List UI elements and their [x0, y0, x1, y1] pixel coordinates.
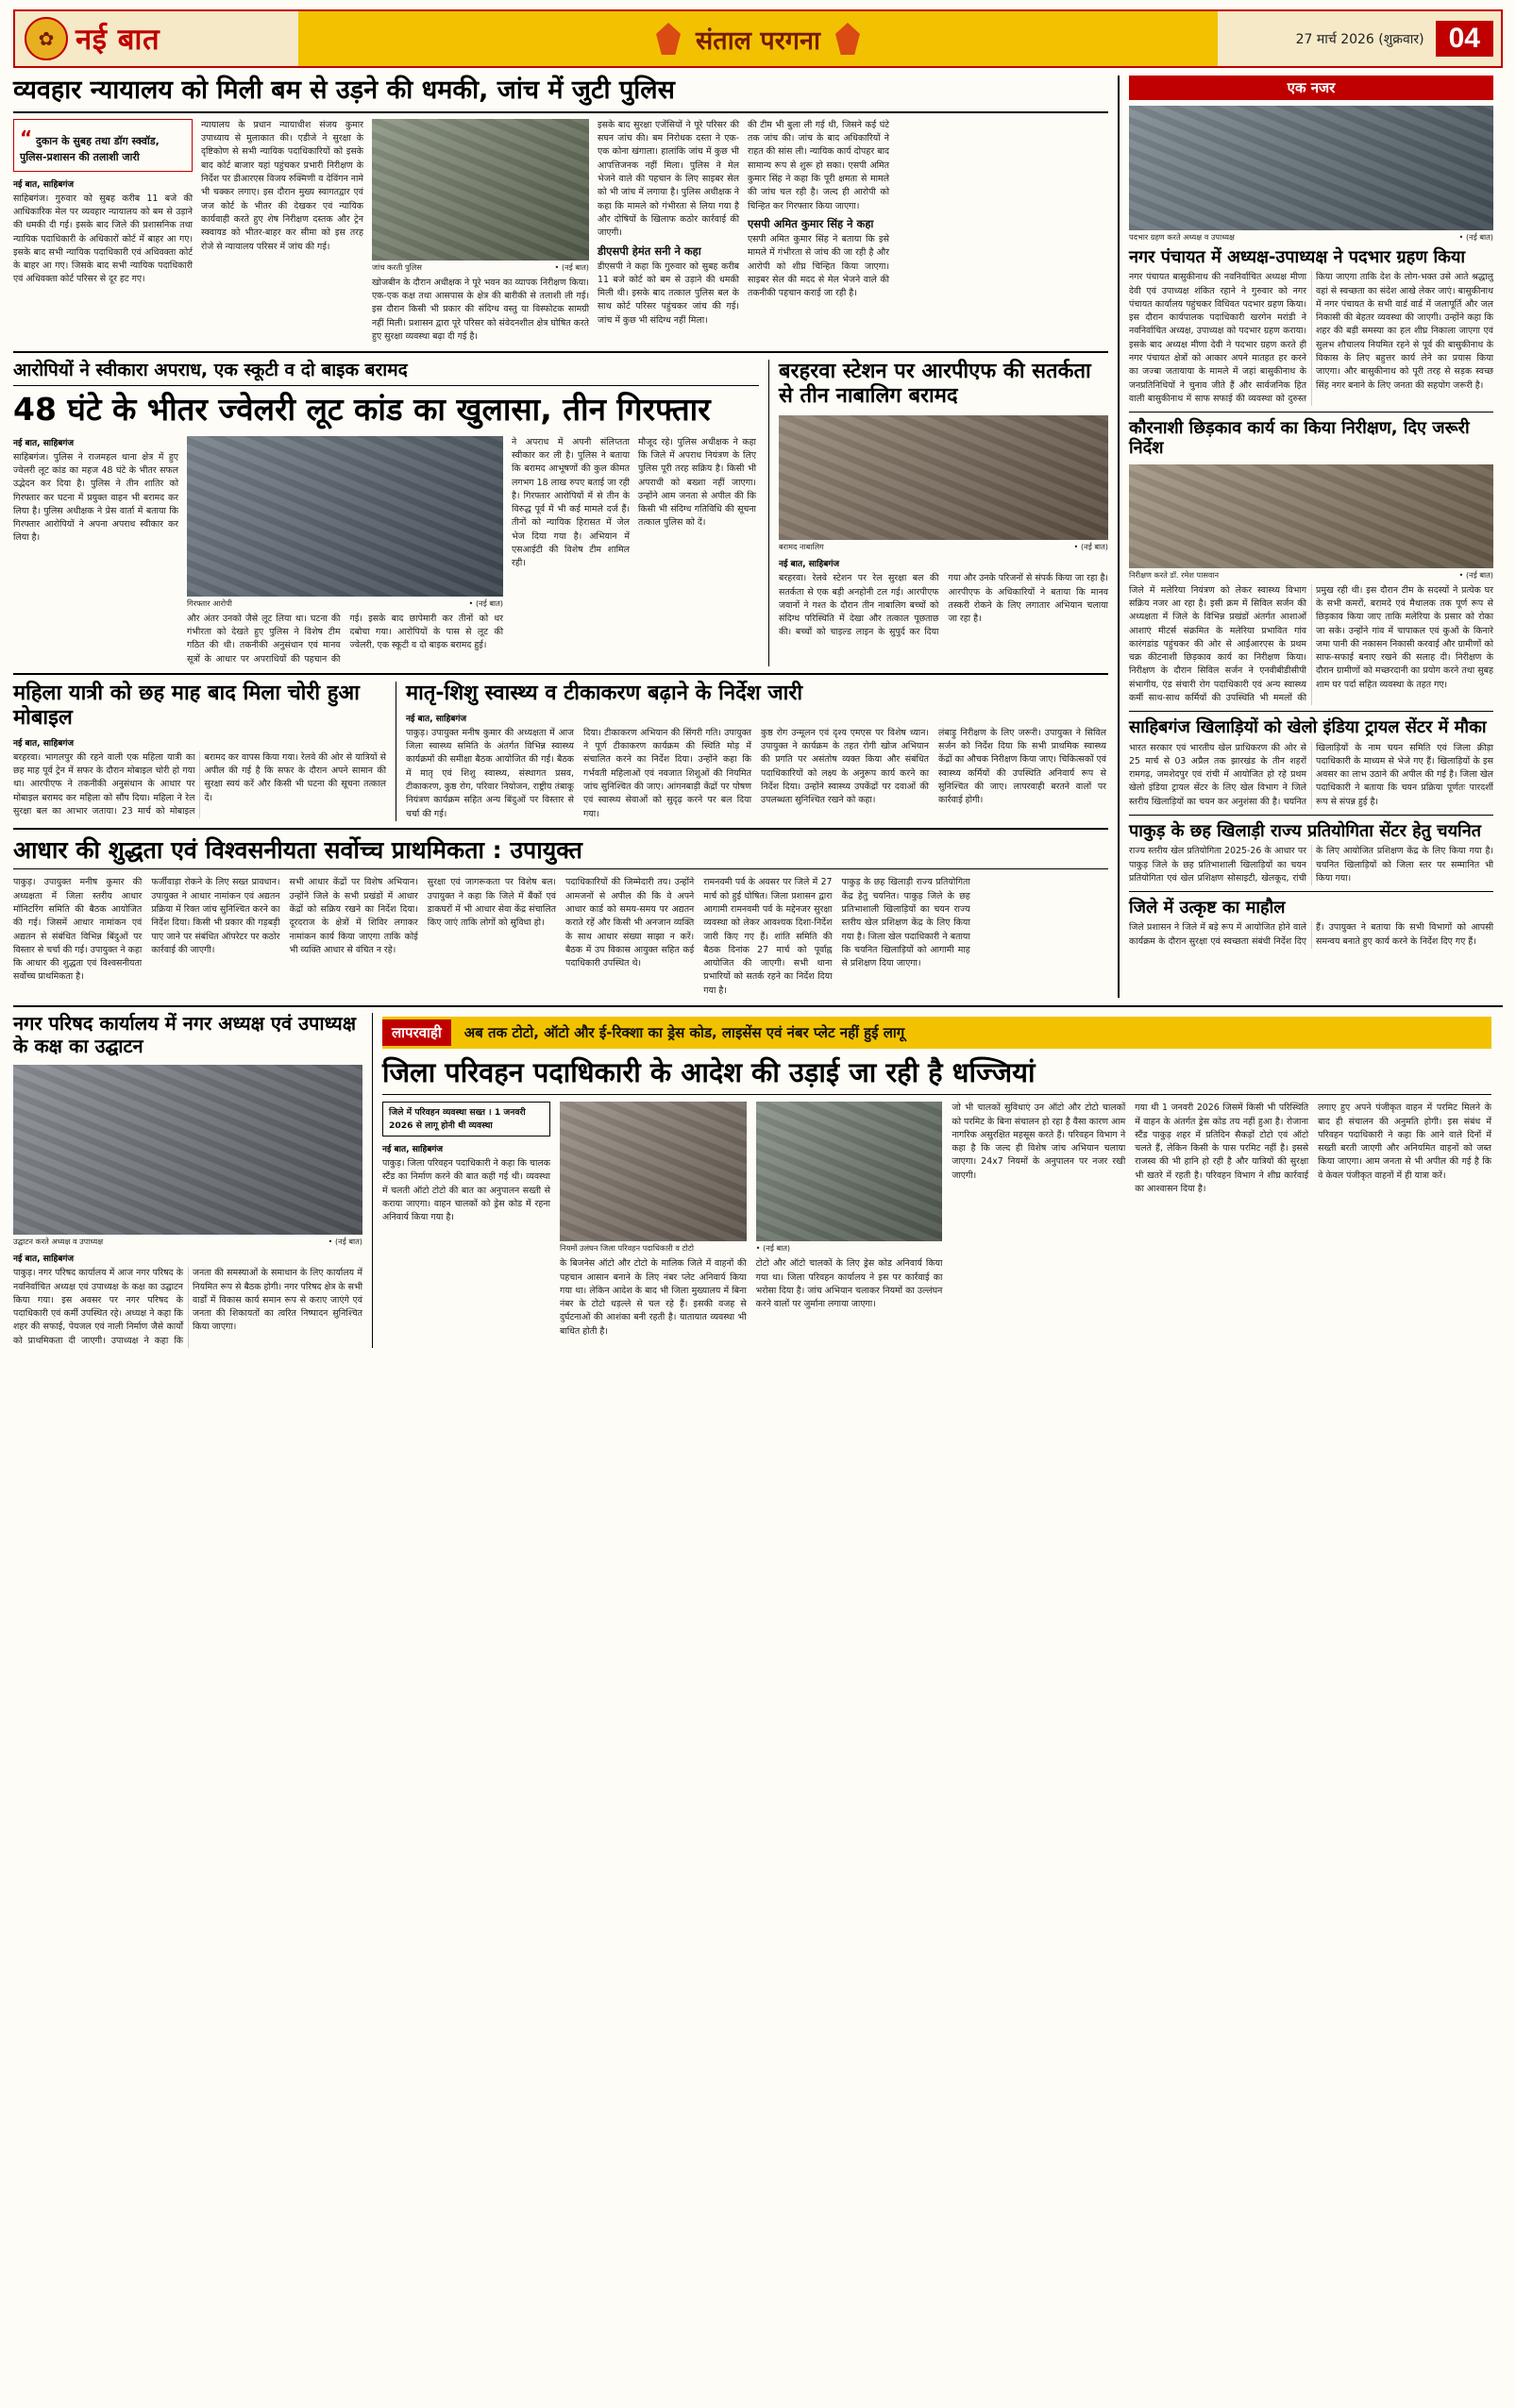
rpf-byline: नई बात, साहिबगंज	[779, 560, 840, 570]
publication-date: 27 मार्च 2026 (शुक्रवार)	[1295, 31, 1424, 47]
jewellery-photo	[187, 436, 503, 597]
rpf-caption-left: बरामद नाबालिग	[779, 542, 824, 552]
right-rail-title: एक नजर	[1129, 76, 1493, 100]
transport-col-2: के बिजनेस ऑटो और टोटो के मालिक जिले में वाहनों की पहचान आसान बनाने के लिए नंबर प्लेट अनिवार्य किया गया था। लेकिन आदेश के बाद भी जिला मुख्यालय में बिना नंबर के टोटो धड़ल्ले से चल रहे हैं। इसकी वजह से दुर्घटनाओं की आशंका बनी रहती है। यातायात व्यवस्था भी बाधित होती है।	[559, 1258, 747, 1337]
lead-col-2: न्यायालय के प्रधान न्यायाधीश संजय कुमार उपाध्याय से मुलाकात की। एडीजे ने सुरक्षा के दृष्टिकोण से सभी न्यायिक पदाधिकारियों को इसके बाद कोर्ट बाजार यहां पहुंचकर प्रभारी निरीक्षण के निर्देश पर डीआरएस विजय रुक्मिणी व देविंगन नामे भी चक्कर लगाए। इस दौरान मुख्य स्वागतद्वार एवं जज कोर्ट के भीतर की देखकर एवं न्यायिक कार्यवाही करते हुए शेष निरीक्षण दस्तक और ट्रेन स्क्वायड को भीतर-बाहर कर सीमा को इस तरह रोजे से न्यायालय परिसर में जांच की गई।	[201, 119, 363, 252]
rail-caption-1-left: पदभार ग्रहण करते अध्यक्ष व उपाध्यक्ष	[1129, 232, 1235, 242]
rail-body-5: जिले प्रशासन ने जिले में बड़े रूप में आयोजित होने वाले कार्यक्रम के दौरान सुरक्षा एवं स्वच्छता संबंधी निर्देश दिए हैं। उपायुक्त ने बताया कि सभी विभागों को आपसी समन्वय बनाते हुए कार्य करने के निर्देश दिए गए हैं।	[1129, 922, 1493, 947]
aadhaar-col-4: सुरक्षा एवं जागरूकता पर विशेष बल। उपायुक्त ने कहा कि जिले में बैंकों एवं डाकघरों में भी आधार सेवा केंद्र संचालित किए जाएं ताकि लोगों को सुविधा हो।	[427, 877, 556, 929]
transport-photo-1-caption	[560, 1241, 747, 1254]
transport-photo-2	[756, 1102, 943, 1241]
rpf-photo	[779, 415, 1108, 540]
masthead	[13, 9, 1503, 68]
rail-caption-1-right: • (नई बात)	[1458, 232, 1493, 242]
edition-name: संताल परगना	[696, 25, 820, 56]
nagar-headline: नगर परिषद कार्यालय में नगर अध्यक्ष एवं उपाध्यक्ष के कक्ष का उद्घाटन	[13, 1012, 357, 1057]
rail-caption-2-left: निरीक्षण करते डॉ. रमेश पासवान	[1129, 569, 1220, 580]
transport-caption-right: • (नई बात)	[755, 1243, 791, 1254]
ornament-right-icon	[835, 23, 860, 55]
rail-body-3: भारत सरकार एवं भारतीय खेल प्राधिकरण की ओर से 25 मार्च से 03 अप्रैल तक झारखंड के तीन शहरों रामगढ़, जमशेदपुर एवं रांची में आयोजित हो रहे प्रथम खेलो इंडिया ट्रायल सेंटर के लिए खेल विभाग ने जिले स्तरीय खिलाड़ियों का चयन कर अनुशंसा की है। चयनित खिलाड़ियों के नाम चयन समिति एवं जिला क्रीड़ा पदाधिकारी के माध्यम से भेजे गए हैं। खिलाड़ियों के इस अवसर का लाभ उठाने की अपील की गई है। जिला खेल पदाधिकारी ने बताया कि चयन प्रक्रिया पूर्णतः पारदर्शी रूप से संपन्न हुई है।	[1129, 742, 1493, 807]
lead-col-3: खोजबीन के दौरान अधीक्षक ने पूरे भवन का व्यापक निरीक्षण किया। एक-एक कक्ष तथा आसपास के क्षेत्र की बारीकी से तलाशी ली गई। इस दौरान किसी भी प्रकार की संदिग्ध वस्तु या विस्फोटक सामग्री नहीं मिली। प्रशासन द्वारा पूरे परिसर को संवेदनशील क्षेत्र घोषित करते हुए सुरक्षा व्यवस्था बढ़ा दी गई है।	[372, 277, 589, 343]
lead-subhead-2: एसपी अमित कुमार सिंह ने कहा	[748, 216, 874, 230]
aadhaar-col-7: पाकुड़ के छह खिलाड़ी राज्य प्रतियोगिता केंद्र हेतु चयनित। पाकुड़ जिले के छह प्रतिभाशाली खिलाड़ियों का चयन राज्य स्तरीय खेल प्रशिक्षण केंद्र के लिए किया गया है। जिला खेल पदाधिकारी ने बताया कि चयनित खिलाड़ियों को आगामी माह से प्रशिक्षण दिया जाएगा।	[841, 877, 970, 969]
transport-photo-1	[560, 1102, 747, 1241]
mobile-headline: महिला यात्री को छह माह बाद मिला चोरी हुआ मोबाइल	[13, 681, 360, 730]
transport-col-5: गया थी 1 जनवरी 2026 जिसमें किसी भी परिस्थिति में वाहन के अंतर्गत ड्रेस कोड तय नहीं हुआ है। रोजाना स्टैंड पाकुड़ शहर में प्रतिदिन सैकड़ों टोटो एवं ऑटो चलते हैं, लेकिन किसी के पास परमिट नहीं है। इससे राजस्व की भी हानि हो रही है और यात्रियों की सुरक्षा भी खतरे में रहती है। परिवहन विभाग ने शीघ्र कार्रवाई का आश्वासन दिया है।	[1135, 1103, 1309, 1195]
rail-body-1: नगर पंचायत बासुकीनाथ की नवनिर्वाचित अध्यक्ष मीणा देवी एवं उपाध्यक्ष शंकित रहाने ने गुरुवार को नगर पंचायत कार्यालय पहुंचकर विधिवत पदभार ग्रहण किया। इस दौरान कार्यपालक पदाधिकारी खरगेन मरांडी ने नवनिर्वाचित अध्यक्ष, उपाध्यक्ष को पदभार ग्रहण कराया। इसके बाद अध्यक्ष मीणा देवी ने पदभार ग्रहण करते ही नगर पंचायत क्षेत्रों को आकार अपने मातहत हर करने का जज्बा जतायाया के मामले में जहां बासुकीनाथ के जनप्रतिनिधियों ने चुनाव जीते हैं और सार्वजनिक हित वाली बासुकीनाथ में साफ सफाई की व्यवस्था को दुरुस्त किया जाएगा ताकि देश के लोग-भक्त उसे आते श्रद्धालु वहां से स्वच्छता का संदेश आखे लेकर जाएं। बासुकीनाथ में नगर पंचायत के सभी वार्ड वार्ड में जलापूर्ति और जल निकासी की बेहतर व्यवस्था की जाएगी। उन्होंने कहा कि शहर की बड़ी समस्या का हल शीघ्र निकाला जाएगा एवं सुलभ शौचालय नियमित रहने से पूर्व की बासुकीनाथ के विकास के लिए बहुत्तर कार्य लेने का प्रयास किया जाएगा। और बासुकीनाथ को पूरी तरह से सड़क स्वच्छ सिंह नगर बनाने के लिए जनता की सहयोग जरूरी है।	[1129, 272, 1493, 404]
jewellery-story	[13, 360, 759, 666]
rpf-story	[768, 360, 1108, 666]
transport-headline: जिला परिवहन पदाधिकारी के आदेश की उड़ाई जा रही है धज्जियां	[382, 1056, 1491, 1095]
masthead-brand	[15, 11, 298, 66]
transport-photo-2-caption	[756, 1241, 943, 1254]
health-col-2: दिया। टीकाकरण अभियान की सिंगरी गति। उपायुक्त ने पूर्ण टीकाकरण कार्यक्रम की स्थिति मोड़ में संचालित करने का निर्देश दिया। उन्होंने कहा कि गर्भवती महिलाओं एवं नवजात शिशुओं की नियमित जांच सुनिश्चित की जाए। आंगनबाड़ी केंद्रों पर पोषण एवं स्वास्थ्य सेवाओं को सुदृढ़ करने पर बल दिया गया।	[583, 727, 751, 819]
health-headline: मातृ-शिशु स्वास्थ्य व टीकाकरण बढ़ाने के निर्देश जारी	[406, 681, 803, 705]
bottom-band	[13, 1005, 1503, 1348]
jewellery-col-4: मौजूद रहे। पुलिस अधीक्षक ने कहा कि जिले में अपराध नियंत्रण के लिए पुलिस पूरी तरह सक्रिय है। किसी भी अपराधी को बख्शा नहीं जाएगा। उन्होंने आम जनता से अपील की कि किसी भी संदिग्ध गतिविधि की सूचना तत्काल पुलिस को दें।	[638, 436, 756, 529]
rpf-caption-right: • (नई बात)	[1073, 542, 1108, 552]
transport-story	[372, 1013, 1491, 1348]
nagar-byline: नई बात, साहिबगंज	[13, 1255, 75, 1265]
rail-body-2: जिले में मलेरिया नियंत्रण को लेकर स्वास्थ्य विभाग सक्रिय नजर आ रहा है। इसी क्रम में सिविल सर्जन की अध्यक्षता में जिले के विभिन्न प्रखंडों अंतर्गत आशाओं आशाएं मीटर्स संक्रमित के मलेरिया प्रभावित गांव कारंगडांड पहुंचकर की ओर से आईआरएस के प्रथम चक्र कीटनाशी छिड़काव कार्य का निरीक्षण किया। निरीक्षण के दौरान सिविल सर्जन ने एनवीबीडीसीपी संभागीय, एंड संचारी रोग पदाधिकारी एवं अन्य स्वास्थ्य कर्मी साथ-साथ कर्मियों की उपस्थिति भी ममलों की प्रमुख रही थी। इस दौरान टीम के सदस्यों ने प्रत्येक घर के सभी कमरों, बरामदे एवं मैथालक तक पूर्ण रूप से छिड़काव किया जाए ताकि मलेरिया के प्रसार को रोका जा सके। उन्होंने गांव में चापाकल एवं कुओं के किनारे जमा पानी की नकासन निकासी करवाई और ग्रामीणों को साफ-सफाई बनाए रखने की सलाह दी। निरीक्षण के दौरान ग्रामीणों को मच्छरदानी का प्रयोग करने तथा सुबह शाम घर पर्दा सहित व्यवस्था के तहत गए।	[1129, 584, 1493, 704]
lead-col-4: इसके बाद सुरक्षा एजेंसियों ने पूरे परिसर की सघन जांच की। बम निरोधक दस्ता ने एक-एक कोना खंगाला। हालांकि जांच में कुछ भी आपत्तिजनक नहीं मिला। पुलिस ने मेल भेजने वाले की पहचान के लिए साइबर सेल को भी जांच में लगाया है। पुलिस अधीक्षक ने कहा कि मामले को गंभीरता से लिया गया है और दोषियों के खिलाफ कठोर कार्रवाई की जाएगी।	[598, 119, 739, 239]
nagar-photo	[13, 1065, 362, 1235]
health-col-1: पाकुड़। उपायुक्त मनीष कुमार की अध्यक्षता में आज जिला स्वास्थ्य समिति के अंतर्गत विभिन्न स्वास्थ्य कार्यक्रमों की समीक्षा बैठक आयोजित की गई। बैठक में मातृ एवं शिशु स्वास्थ्य, संस्थागत प्रसव, टीकाकरण, कुष्ठ रोग, परिवार नियोजन, राष्ट्रीय तंबाकू नियंत्रण कार्यक्रम सहित अन्य बिंदुओं पर विस्तार से चर्चा की गई।	[406, 727, 574, 819]
nagar-caption-right: • (नई बात)	[328, 1237, 362, 1247]
masthead-edition	[298, 11, 1218, 66]
lead-photo-caption-right: • (नई बात)	[554, 261, 589, 272]
rail-photo-2	[1129, 464, 1493, 568]
lead-pullquote	[13, 119, 193, 172]
aadhaar-col-2: फर्जीवाड़ा रोकने के लिए सख्त प्रावधान। उपायुक्त ने आधार नामांकन एवं अद्यतन प्रक्रिया में रिक्त जांच सुनिश्चित करने का निर्देश दिया। किसी भी प्रकार की गड़बड़ी पाए जाने पर संबंधित ऑपरेटर पर कठोर कार्रवाई की जाएगी।	[151, 877, 280, 955]
transport-col-3: टोटो और ऑटो चालकों के लिए ड्रेस कोड अनिवार्य किया गया था। जिला परिवहन कार्यालय ने इस पर कार्रवाई का भरोसा दिया है। जांच अभियान चलाकर नियमों का उल्लंघन करने वालों पर जुर्माना लगाया जाएगा।	[755, 1258, 943, 1310]
quote-mark-icon: “	[20, 126, 33, 149]
aadhaar-headline: आधार की शुद्धता एवं विश्वसनीयता सर्वोच्च प्राथमिकता : उपायुक्त	[13, 836, 1108, 870]
transport-col-4: जो भी चालकों सुविधाएं उन ऑटो और टोटो चालकों को परमिट के बिना संचालन हो रहा है वैसा कारण आम नागरिक असुरक्षित महसूस करते हैं। परिवहन विभाग ने कहा है कि जल्द ही विशेष जांच अभियान चलाया जाएगा। 24x7 नियमों के अनुपालन पर नजर रखी जाएगी।	[952, 1103, 1126, 1181]
ornament-left-icon	[656, 23, 681, 55]
health-col-4: लंबाड़ु निरीक्षण के लिए जरूरी। उपायुक्त ने सिविल सर्जन को निर्देश दिया कि सभी प्राथमिक स्वास्थ्य केंद्रों का औचक निरीक्षण किया जाए। चिकित्सकों एवं स्वास्थ्य कर्मियों की उपस्थिति अनिवार्य रूप से सुनिश्चित की जाए। लापरवाही बरतने वालों पर कार्रवाई होगी।	[938, 727, 1106, 806]
lead-story	[13, 76, 1108, 344]
third-band	[13, 682, 1108, 821]
lead-photo-caption	[372, 261, 589, 273]
rail-headline-4: पाकुड़ के छह खिलाड़ी राज्य प्रतियोगिता सेंटर हेतु चयनित	[1129, 821, 1481, 842]
lapravahi-strip	[382, 1017, 1491, 1049]
aadhaar-col-1: पाकुड़। उपायुक्त मनीष कुमार की अध्यक्षता में जिला स्तरीय आधार मॉनिटरिंग समिति की बैठक आयोजित की गई। जिसमें आधार नामांकन एवं अद्यतन से संबंधित विभिन्न बिंदुओं पर विस्तार से चर्चा की गई। उपायुक्त ने कहा कि आधार की शुद्धता एवं विश्वसनीयता सर्वोच्च प्राथमिकता है।	[13, 877, 143, 983]
jewellery-byline: नई बात, साहिबगंज	[13, 438, 75, 448]
page-number: 04	[1436, 21, 1493, 57]
strip-text: अब तक टोटो, ऑटो और ई-रिक्शा का ड्रेस कोड, लाइसेंस एवं नंबर प्लेट नहीं हुई लागू	[463, 1024, 905, 1042]
transport-byline: नई बात, साहिबगंज	[382, 1144, 444, 1154]
aadhaar-col-5: पदाधिकारियों की जिम्मेदारी तय। उन्होंने आमजनों से अपील की कि वे अपने आधार कार्ड को समय-समय पर अद्यतन कराते रहें और किसी भी अनजान व्यक्ति के साथ आधार संख्या साझा न करें। बैठक में उप विकास आयुक्त सहित कई पदाधिकारी उपस्थित थे।	[565, 877, 695, 969]
lead-pullquote-text: दुकान के सुबह तथा डॉग स्क्वॉड, पुलिस-प्रशासन की तलाशी जारी	[20, 134, 160, 163]
health-story	[396, 682, 1108, 821]
rail-caption-2-right: • (नई बात)	[1458, 569, 1493, 580]
jewellery-col-2: और अंतर उनको जैसे लूट लिया था। घटना की गंभीरता को देखते हुए पुलिस ने विशेष टीम गठित की थी। तकनीकी अनुसंधान एवं मानव सूत्रों के आधार पर अपराधियों की पहचान की गई। इसके बाद छापेमारी कर तीनों को धर दबोचा गया। आरोपियों के पास से लूट की ज्वेलरी, एक स्कूटी व दो बाइक बरामद हुई।	[187, 613, 503, 665]
nagar-caption-left: उद्घाटन करते अध्यक्ष व उपाध्यक्ष	[13, 1237, 104, 1247]
rail-headline-3: साहिबगंज खिलाड़ियों को खेलो इंडिया ट्रायल सेंटर में मौका	[1129, 717, 1487, 738]
nagar-photo-caption	[13, 1235, 362, 1247]
transport-caption-left: नियमों उलंघन जिला परिवहन पदाधिकारी व टोटो	[559, 1243, 695, 1254]
jewellery-kicker: आरोपियों ने स्वीकारा अपराध, एक स्कूटी व दो बाइक बरामद	[13, 360, 759, 385]
rpf-headline: बरहरवा स्टेशन पर आरपीएफ की सतर्कता से तीन नाबालिग बरामद	[779, 360, 1091, 409]
brand-logo-icon: ✿	[25, 17, 68, 60]
rail-headline-2: कौरनाशी छिड़काव कार्य का किया निरीक्षण, दिए जरूरी निर्देश	[1129, 418, 1470, 459]
lead-subhead-1-text: डीएसपी ने कहा कि गुरुवार को सुबह करीब 11 बजे कोर्ट को बम से उड़ाने की धमकी मिली थी। इसके बाद तत्काल पुलिस बल के साथ कोर्ट परिसर पहुंचकर जांच की गई। जांच में कुछ भी संदिग्ध नहीं मिला।	[598, 261, 739, 326]
masthead-meta	[1218, 11, 1501, 66]
rail-body-4: राज्य स्तरीय खेल प्रतियोगिता 2025-26 के आधार पर पाकुड़ जिले के छह प्रतिभाशाली खिलाड़ियों का चयन प्रतियोगिता एवं खेल प्रशिक्षण सोसाइटी, खेलकूद, रांची के लिए आयोजित प्रशिक्षण केंद्र के लिए किया गया है। चयनित खिलाड़ियों को जिला स्तर पर सम्मानित भी किया गया।	[1129, 846, 1493, 884]
transport-col-1: पाकुड़। जिला परिवहन पदाधिकारी ने कहा कि चालक स्टैंड का निर्माण करने की बात कही गई थी। व्यवस्था में चलती ऑटो टोटो की बात का अनुपालन सख्ती से कराया जाएगा। वाहन चालकों को ड्रेस कोड में रहना अनिवार्य किया गया है।	[382, 1157, 550, 1223]
mobile-body: बरहरवा। भागलपुर की रहने वाली एक महिला यात्री का छह माह पूर्व ट्रेन में सफर के दौरान मोबाइल चोरी हो गया था। आरपीएफ ने तकनीकी अनुसंधान के आधार पर मोबाइल बरामद कर महिला को सौंप दिया। महिला ने रेल सुरक्षा बल का आभार जताया। 23 मार्च को मोबाइल बरामद कर वापस किया गया। रेलवे की ओर से यात्रियों से अपील की गई है कि सफर के दौरान अपने सामान की सुरक्षा स्वयं करें और किसी भी घटना की सूचना तत्काल दें।	[13, 751, 386, 817]
mobile-story	[13, 682, 386, 821]
jewellery-headline: 48 घंटे के भीतर ज्वेलरी लूट कांड का खुलासा, तीन गिरफ्तार	[13, 390, 711, 428]
aadhaar-col-6: रामनवमी पर्व के अवसर पर जिले में 27 मार्च को हुई घोषित। जिला प्रशासन द्वारा आगामी रामनवमी पर्व के मद्देनजर सुरक्षा व्यवस्था को लेकर आवश्यक दिशा-निर्देश जारी किए गए हैं। शांति समिति की बैठक दिनांक 27 मार्च को पूर्वाह्न आयोजित की जाएगी। सभी थाना प्रभारियों को सतर्क रहने का निर्देश दिया गया है।	[703, 877, 833, 996]
lead-photo	[372, 119, 589, 261]
lead-col-5: की टीम भी बुला ली गई थी, जिसने कई घंटे तक जांच की। जांच के बाद अधिकारियों ने राहत की सांस ली। न्यायिक कार्य दोपहर बाद सामान्य रूप से शुरू हो सका। एसपी अमित कुमार सिंह ने कहा कि पूरी क्षमता से मामले की जांच चल रही है। जल्द ही आरोपी को चिन्हित कर गिरफ्तार किया जाएगा।	[748, 119, 889, 211]
brand-title: नई बात	[76, 23, 160, 57]
rail-headline-5: जिले में उत्कृष्ट का माहौल	[1129, 898, 1286, 918]
nagar-body: पाकुड़। नगर परिषद कार्यालय में आज नगर परिषद के नवनिर्वाचित अध्यक्ष एवं उपाध्यक्ष के कक्ष का उद्घाटन किया गया। इस अवसर पर नगर परिषद के पदाधिकारी एवं कर्मी उपस्थित रहे। अध्यक्ष ने कहा कि शहर की सफाई, पेयजल एवं नाली निर्माण जैसे कार्यों को प्राथमिकता दी जाएगी। उपाध्यक्ष ने कहा कि जनता की समस्याओं के समाधान के लिए कार्यालय में नियमित रूप से बैठक होगी। नगर परिषद क्षेत्र के सभी वार्डों में विकास कार्य समान रूप से कराए जाएंगे एवं जनता की शिकायतों का त्वरित निष्पादन सुनिश्चित किया जाएगा।	[13, 1268, 362, 1346]
aadhaar-col-3: सभी आधार केंद्रों पर विशेष अभियान। उन्होंने जिले के सभी प्रखंडों में आधार केंद्रों को सक्रिय रखने का निर्देश दिया। दूरदराज के क्षेत्रों में शिविर लगाकर नामांकन कार्य किया जाएगा ताकि कोई भी व्यक्ति आधार से वंचित न रहे।	[289, 877, 418, 955]
rail-photo-1-caption	[1129, 230, 1493, 243]
strip-tag: लापरवाही	[382, 1019, 451, 1046]
jewellery-photo-caption	[187, 597, 503, 609]
nagar-story	[13, 1013, 362, 1348]
right-rail	[1118, 76, 1493, 998]
aadhaar-col-8	[980, 876, 1108, 998]
jewellery-caption-left: गिरफ्तार आरोपी	[187, 598, 232, 608]
health-col-3: कुष्ठ रोग उन्मूलन एवं दृश्य एमएस पर विशेष ध्यान। उपायुक्त ने कार्यक्रम के तहत रोगी खोज अभियान की प्रगति पर असंतोष व्यक्त किया और संबंधित पदाधिकारियों को लक्ष्य के अनुरूप कार्य करने का निर्देश दिया। उन्होंने स्वास्थ्य उपकेंद्रों पर दवाओं की उपलब्धता सुनिश्चित रखने को कहा।	[761, 727, 929, 806]
rpf-body: बरहरवा। रेलवे स्टेशन पर रेल सुरक्षा बल की सतर्कता से एक बड़ी अनहोनी टल गई। आरपीएफ जवानों ने गश्त के दौरान तीन नाबालिग बच्चों को संदिग्ध परिस्थिति में देखा और तत्काल पूछताछ की। बच्चों को चाइल्ड लाइन के सुपुर्द कर दिया गया और उनके परिजनों से संपर्क किया जा रहा है। आरपीएफ के अधिकारियों ने बताया कि मानव तस्करी रोकने के लिए लगातार अभियान चलाया जा रहा है।	[779, 573, 1108, 638]
aadhaar-story	[13, 836, 1108, 998]
lead-headline: व्यवहार न्यायालय को मिली बम से उड़ने की धमकी, जांच में जुटी पुलिस	[13, 76, 1108, 113]
jewellery-col-1: साहिबगंज। पुलिस ने राजमहल थाना क्षेत्र में हुए ज्वेलरी लूट कांड का महज 48 घंटे के भीतर सफल उद्भेदन कर दिया है। पुलिस ने तीन शातिर को गिरफ्तार कर घटना में प्रयुक्त वाहन भी बरामद कर लिया है। पुलिस अधीक्षक ने प्रेस वार्ता में बताया कि गिरफ्तार आरोपियों ने अपना अपराध स्वीकार कर लिया है।	[13, 451, 178, 544]
lead-col-1: साहिबगंज। गुरुवार को सुबह करीब 11 बजे की आधिकारिक मेल पर व्यवहार न्यायालय को बम से उड़ाने की धमकी दी गई। इसके बाद जिले की प्रशासनिक तथा न्यायिक पदाधिकारी के अधिकारों कोर्ट में बाहर आ गए। इसके बाद सभी न्यायिक पदाधिकारी एवं अधिवक्ता कोर्ट के बाहर आ गए। जिसके बाद सभी न्यायिक पदाधिकारी एवं अधिवक्ता कोर्ट परिसर से दूर हट गए।	[13, 193, 193, 285]
lead-photo-caption-left: जांच करती पुलिस	[372, 261, 422, 272]
jewellery-caption-right: • (नई बात)	[468, 598, 503, 608]
lead-subhead-1: डीएसपी हेमंत सनी ने कहा	[598, 244, 701, 258]
rail-headline-1: नगर पंचायत में अध्यक्ष-उपाध्यक्ष ने पदभार ग्रहण किया	[1129, 247, 1466, 267]
mobile-byline: नई बात, साहिबगंज	[13, 738, 75, 749]
rail-photo-2-caption	[1129, 568, 1493, 581]
lead-byline: नई बात, साहिबगंज	[13, 179, 75, 190]
rpf-photo-caption	[779, 540, 1108, 552]
jewellery-col-3: ने अपराध में अपनी संलिप्तता स्वीकार कर ली है। पुलिस ने बताया कि बरामद आभूषणों की कुल कीमत लगभग 18 लाख रुपए बताई जा रही है। गिरफ्तार आरोपियों में से तीन के विरुद्ध पूर्व में भी कई मामले दर्ज हैं। तीनों को न्यायिक हिरासत में जेल भेज दिया गया है। अभियान में एसआईटी की विशेष टीम शामिल रही।	[512, 436, 630, 569]
second-band	[13, 360, 1108, 666]
transport-infobox: जिले में परिवहन व्यवस्था सख्त । 1 जनवरी 2026 से लागू होनी थी व्यवस्था	[382, 1102, 550, 1137]
transport-col-6: लगाए हुए अपने पंजीकृत वाहन में परमिट मिलने के बाद ही संचालन की अनुमति होगी। इस संबंध में परिवहन पदाधिकारी ने कहा कि आने वाले दिनों में सख्ती बरती जाएगी और अनियमित वाहनों को जब्त किया जाएगा। आम जनता से भी अपील की गई है कि वे केवल पंजीकृत वाहनों में ही यात्रा करें।	[1318, 1103, 1491, 1181]
lead-subhead-2-text: एसपी अमित कुमार सिंह ने बताया कि इसे मामले में गंभीरता से जांच की जा रही है और आरोपी को शीघ्र चिन्हित किया जाएगा। साइबर सेल की मदद से मेल भेजने वाले की तकनीकी पहचान कराई जा रही है।	[748, 233, 889, 299]
health-byline: नई बात, साहिबगंज	[406, 714, 467, 724]
rail-photo-1	[1129, 106, 1493, 230]
